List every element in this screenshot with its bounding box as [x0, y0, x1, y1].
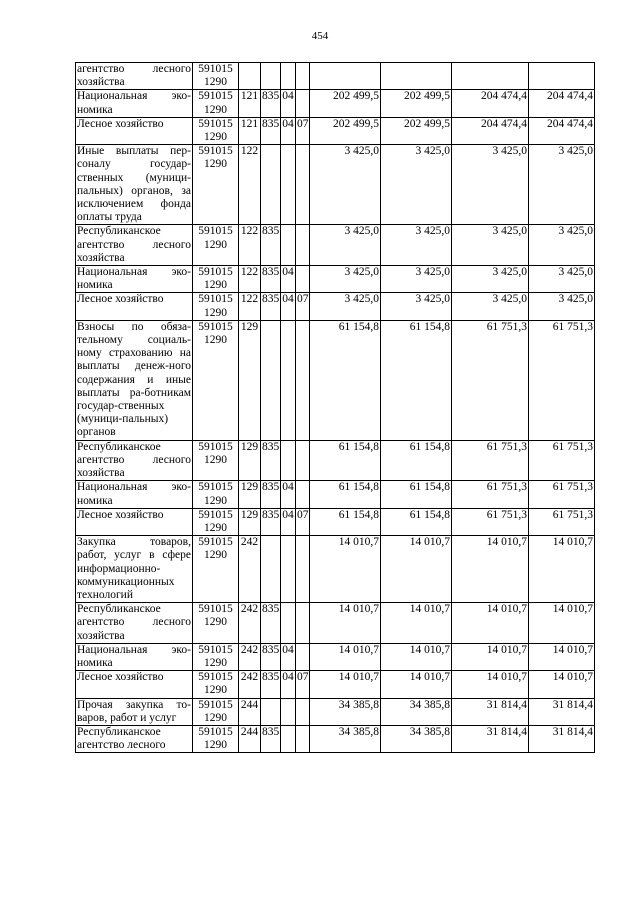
amount-2: 34 385,8 — [381, 725, 452, 752]
expense-type-code: 122 — [239, 145, 261, 225]
target-article-code: 591015 1290 — [193, 293, 239, 320]
amount-2: 61 154,8 — [381, 508, 452, 535]
expense-type-code: 242 — [239, 536, 261, 603]
amount-4 — [529, 63, 595, 90]
amount-2: 202 499,5 — [381, 117, 452, 144]
amount-2: 14 010,7 — [381, 643, 452, 670]
item-name: Взносы по обяза-тельному социаль-ному страхованию на выплаты денеж-ного содержания и иные выплаты ра-ботникам государ-ственных (муници-пальных) органов — [77, 320, 191, 439]
expense-type-code: 244 — [239, 725, 261, 752]
target-article-code: 591015 1290 — [193, 440, 239, 481]
amount-4: 3 425,0 — [529, 145, 595, 225]
target-article-code: 591015 1290 — [193, 63, 239, 90]
item-name: Лесное хозяйство — [76, 293, 193, 320]
chapter-code: 835 — [261, 117, 281, 144]
subsection-code — [296, 536, 310, 603]
amount-1: 14 010,7 — [310, 536, 381, 603]
section-code — [281, 320, 296, 440]
amount-2: 14 010,7 — [381, 603, 452, 644]
item-name: Национальная эко-номика — [77, 643, 191, 669]
target-article-code: 591015 1290 — [193, 536, 239, 603]
section-code — [281, 603, 296, 644]
section-code — [281, 63, 296, 90]
amount-2: 61 154,8 — [381, 440, 452, 481]
amount-1: 14 010,7 — [310, 603, 381, 644]
section-code — [281, 145, 296, 225]
expense-type-code: 242 — [239, 643, 261, 670]
table-row — [76, 117, 595, 144]
amount-1: 3 425,0 — [310, 225, 381, 266]
amount-4: 14 010,7 — [529, 643, 595, 670]
target-article-code: 591015 1290 — [193, 643, 239, 670]
amount-4: 61 751,3 — [529, 440, 595, 481]
amount-3: 3 425,0 — [452, 145, 529, 225]
amount-3: 3 425,0 — [452, 266, 529, 293]
target-article-code: 591015 1290 — [193, 90, 239, 117]
amount-1 — [310, 63, 381, 90]
amount-4: 204 474,4 — [529, 90, 595, 117]
amount-1: 3 425,0 — [310, 266, 381, 293]
amount-1: 34 385,8 — [310, 725, 381, 752]
amount-3: 14 010,7 — [452, 603, 529, 644]
amount-1: 202 499,5 — [310, 90, 381, 117]
amount-3: 14 010,7 — [452, 643, 529, 670]
budget-table — [75, 62, 595, 753]
amount-2: 14 010,7 — [381, 671, 452, 698]
subsection-code — [296, 90, 310, 117]
subsection-code — [296, 603, 310, 644]
expense-type-code: 129 — [239, 508, 261, 535]
amount-2: 3 425,0 — [381, 145, 452, 225]
expense-type-code: 121 — [239, 117, 261, 144]
subsection-code: 07 — [296, 293, 310, 320]
budget-table-body — [76, 63, 595, 753]
amount-4: 3 425,0 — [529, 225, 595, 266]
table-row — [76, 671, 595, 698]
chapter-code — [261, 698, 281, 725]
expense-type-code: 129 — [239, 440, 261, 481]
item-name: Лесное хозяйство — [76, 117, 193, 144]
subsection-code — [296, 725, 310, 752]
amount-4: 61 751,3 — [529, 508, 595, 535]
chapter-code: 835 — [261, 90, 281, 117]
amount-1: 34 385,8 — [310, 698, 381, 725]
section-code: 04 — [281, 481, 296, 508]
expense-type-code: 122 — [239, 225, 261, 266]
subsection-code — [296, 225, 310, 266]
amount-1: 14 010,7 — [310, 671, 381, 698]
chapter-code: 835 — [261, 266, 281, 293]
item-name: Республиканское агентство лесного хозяйства — [77, 603, 191, 642]
table-row — [76, 320, 595, 440]
table-row — [76, 536, 595, 603]
section-code — [281, 698, 296, 725]
subsection-code — [296, 63, 310, 90]
amount-3: 61 751,3 — [452, 440, 529, 481]
section-code: 04 — [281, 293, 296, 320]
section-code: 04 — [281, 266, 296, 293]
target-article-code: 591015 1290 — [193, 320, 239, 440]
amount-2: 61 154,8 — [381, 320, 452, 440]
item-name: Национальная эко-номика — [77, 481, 191, 507]
section-code: 04 — [281, 508, 296, 535]
section-code: 04 — [281, 117, 296, 144]
section-code: 04 — [281, 671, 296, 698]
chapter-code: 835 — [261, 643, 281, 670]
expense-type-code: 242 — [239, 671, 261, 698]
target-article-code: 591015 1290 — [193, 698, 239, 725]
table-row — [76, 293, 595, 320]
amount-1: 61 154,8 — [310, 320, 381, 440]
amount-3: 14 010,7 — [452, 671, 529, 698]
amount-4: 3 425,0 — [529, 293, 595, 320]
table-row — [76, 725, 595, 752]
section-code — [281, 536, 296, 603]
amount-2: 3 425,0 — [381, 266, 452, 293]
expense-type-code: 244 — [239, 698, 261, 725]
item-name: агентство лесного хозяйства — [77, 63, 191, 89]
amount-4: 14 010,7 — [529, 536, 595, 603]
target-article-code: 591015 1290 — [193, 671, 239, 698]
chapter-code: 835 — [261, 508, 281, 535]
table-row — [76, 266, 595, 293]
table-row — [76, 698, 595, 725]
subsection-code — [296, 643, 310, 670]
amount-2: 61 154,8 — [381, 481, 452, 508]
item-name: Прочая закупка то-варов, работ и услуг — [77, 698, 191, 724]
amount-3: 204 474,4 — [452, 90, 529, 117]
table-row — [76, 603, 595, 644]
amount-4: 14 010,7 — [529, 671, 595, 698]
subsection-code: 07 — [296, 508, 310, 535]
item-name: Национальная эко-номика — [77, 266, 191, 292]
item-name: Лесное хозяйство — [76, 508, 193, 535]
page-number: 454 — [311, 30, 329, 42]
chapter-code — [261, 145, 281, 225]
target-article-code: 591015 1290 — [193, 266, 239, 293]
amount-3: 61 751,3 — [452, 508, 529, 535]
chapter-code: 835 — [261, 481, 281, 508]
item-name: Закупка товаров, работ, услуг в сфере информационно-коммуникационных технологий — [77, 536, 191, 601]
amount-4: 61 751,3 — [529, 320, 595, 440]
amount-2: 14 010,7 — [381, 536, 452, 603]
chapter-code — [261, 536, 281, 603]
chapter-code: 835 — [261, 225, 281, 266]
amount-2: 202 499,5 — [381, 90, 452, 117]
table-row — [76, 63, 595, 90]
subsection-code — [296, 266, 310, 293]
amount-4: 3 425,0 — [529, 266, 595, 293]
amount-3: 31 814,4 — [452, 698, 529, 725]
chapter-code: 835 — [261, 725, 281, 752]
item-name: Лесное хозяйство — [76, 671, 193, 698]
table-row — [76, 90, 595, 117]
amount-1: 61 154,8 — [310, 508, 381, 535]
item-name: Республиканское агентство лесного — [76, 725, 193, 752]
target-article-code: 591015 1290 — [193, 225, 239, 266]
amount-3: 3 425,0 — [452, 293, 529, 320]
amount-4: 31 814,4 — [529, 698, 595, 725]
expense-type-code: 122 — [239, 266, 261, 293]
amount-4: 61 751,3 — [529, 481, 595, 508]
target-article-code: 591015 1290 — [193, 145, 239, 225]
amount-3: 61 751,3 — [452, 481, 529, 508]
section-code — [281, 225, 296, 266]
table-row — [76, 440, 595, 481]
chapter-code — [261, 320, 281, 440]
amount-2: 3 425,0 — [381, 225, 452, 266]
item-name: Республиканское агентство лесного хозяйства — [77, 225, 191, 264]
target-article-code: 591015 1290 — [193, 117, 239, 144]
amount-4: 204 474,4 — [529, 117, 595, 144]
amount-2 — [381, 63, 452, 90]
item-name: Республиканское агентство лесного хозяйства — [77, 440, 191, 480]
amount-1: 61 154,8 — [310, 440, 381, 481]
section-code: 04 — [281, 90, 296, 117]
subsection-code: 07 — [296, 671, 310, 698]
expense-type-code: 242 — [239, 603, 261, 644]
amount-2: 3 425,0 — [381, 293, 452, 320]
amount-4: 31 814,4 — [529, 725, 595, 752]
table-row — [76, 508, 595, 535]
amount-1: 202 499,5 — [310, 117, 381, 144]
amount-3 — [452, 63, 529, 90]
item-name: Национальная эко-номика — [77, 90, 191, 116]
chapter-code: 835 — [261, 293, 281, 320]
expense-type-code: 122 — [239, 293, 261, 320]
expense-type-code: 129 — [239, 481, 261, 508]
chapter-code — [261, 63, 281, 90]
amount-1: 14 010,7 — [310, 643, 381, 670]
expense-type-code — [239, 63, 261, 90]
subsection-code — [296, 145, 310, 225]
chapter-code: 835 — [261, 440, 281, 481]
amount-3: 61 751,3 — [452, 320, 529, 440]
amount-3: 31 814,4 — [452, 725, 529, 752]
table-row — [76, 225, 595, 266]
table-row — [76, 481, 595, 508]
target-article-code: 591015 1290 — [193, 481, 239, 508]
section-code — [281, 725, 296, 752]
subsection-code — [296, 481, 310, 508]
subsection-code — [296, 320, 310, 440]
subsection-code: 07 — [296, 117, 310, 144]
table-row — [76, 643, 595, 670]
item-name: Иные выплаты пер-соналу государ-ственных (муници-пальных) органов, за исключением фонда оплаты труда — [77, 145, 191, 224]
amount-1: 3 425,0 — [310, 293, 381, 320]
amount-3: 204 474,4 — [452, 117, 529, 144]
amount-1: 3 425,0 — [310, 145, 381, 225]
chapter-code: 835 — [261, 603, 281, 644]
target-article-code: 591015 1290 — [193, 508, 239, 535]
chapter-code: 835 — [261, 671, 281, 698]
subsection-code — [296, 698, 310, 725]
amount-4: 14 010,7 — [529, 603, 595, 644]
amount-2: 34 385,8 — [381, 698, 452, 725]
subsection-code — [296, 440, 310, 481]
amount-3: 14 010,7 — [452, 536, 529, 603]
section-code — [281, 440, 296, 481]
amount-3: 3 425,0 — [452, 225, 529, 266]
amount-1: 61 154,8 — [310, 481, 381, 508]
expense-type-code: 121 — [239, 90, 261, 117]
target-article-code: 591015 1290 — [193, 603, 239, 644]
table-row — [76, 145, 595, 225]
target-article-code: 591015 1290 — [193, 725, 239, 752]
expense-type-code: 129 — [239, 320, 261, 440]
section-code: 04 — [281, 643, 296, 670]
